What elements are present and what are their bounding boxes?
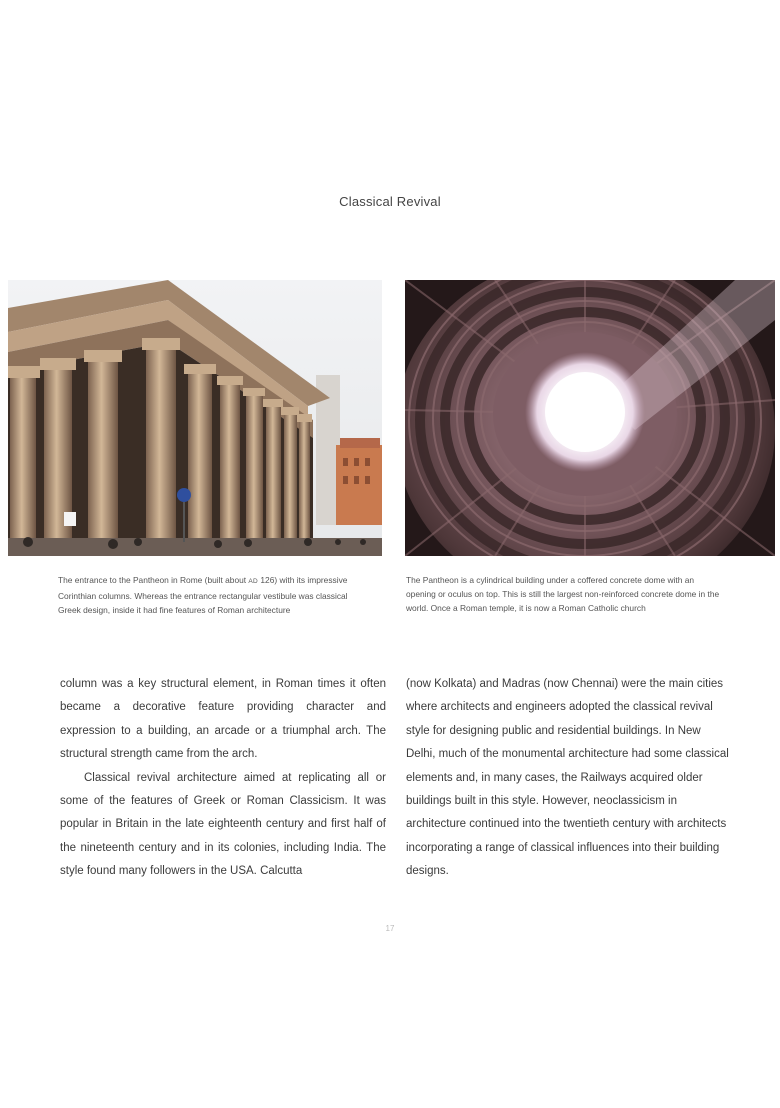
pantheon-portico-illustration — [8, 280, 382, 556]
page-title: Classical Revival — [339, 194, 441, 209]
figure-caption-left — [58, 573, 358, 617]
body-column-right — [406, 673, 733, 884]
caption-text-start: The entrance to the Pantheon in Rome (built about — [58, 575, 249, 585]
body-paragraph: (now Kolkata) and Madras (now Chennai) were the main cities where architects and engineers adopted the classical revival style for designing public and residential buildings. In New Delhi, much of the monumental architecture had some classical elements and, in many cases, the Railways acquired older buildings built in this style. However, neoclassicism in architecture continued into the twentieth century with architects incorporating a range of classical influences into their building designs. — [406, 678, 729, 878]
pantheon-dome-illustration — [405, 280, 775, 556]
figure-caption-right: The Pantheon is a cylindrical building under a coffered concrete dome with an opening or oculus on top. This is still the largest non-reinforced concrete dome in the world. Once a Roman temple, it is now a Roman Catholic church — [406, 575, 720, 613]
body-paragraph: Classical revival architecture aimed at replicating all or some of the features of Greek or Roman Classicism. It was popular in Britain in the late eighteenth century and first half of the nineteenth century and in its colonies, including India. The style found many followers in the USA. Calcutta — [60, 771, 386, 878]
page-number: 17 — [385, 924, 395, 933]
pantheon-portico-photo — [8, 280, 382, 556]
caption-era: AD — [248, 578, 259, 585]
body-column-left — [60, 673, 386, 884]
caption-text-end: 126) with its impressive Corinthian columns. Whereas the entrance rectangular vestibule was classical Greek design, inside it had fine features of Roman architecture — [58, 575, 348, 615]
body-paragraph: column was a key structural element, in Roman times it often became a decorative feature providing character and expression to a building, an arcade or a triumphal arch. The structural strength came from the arch. — [60, 678, 386, 761]
pantheon-dome-photo — [405, 280, 775, 556]
